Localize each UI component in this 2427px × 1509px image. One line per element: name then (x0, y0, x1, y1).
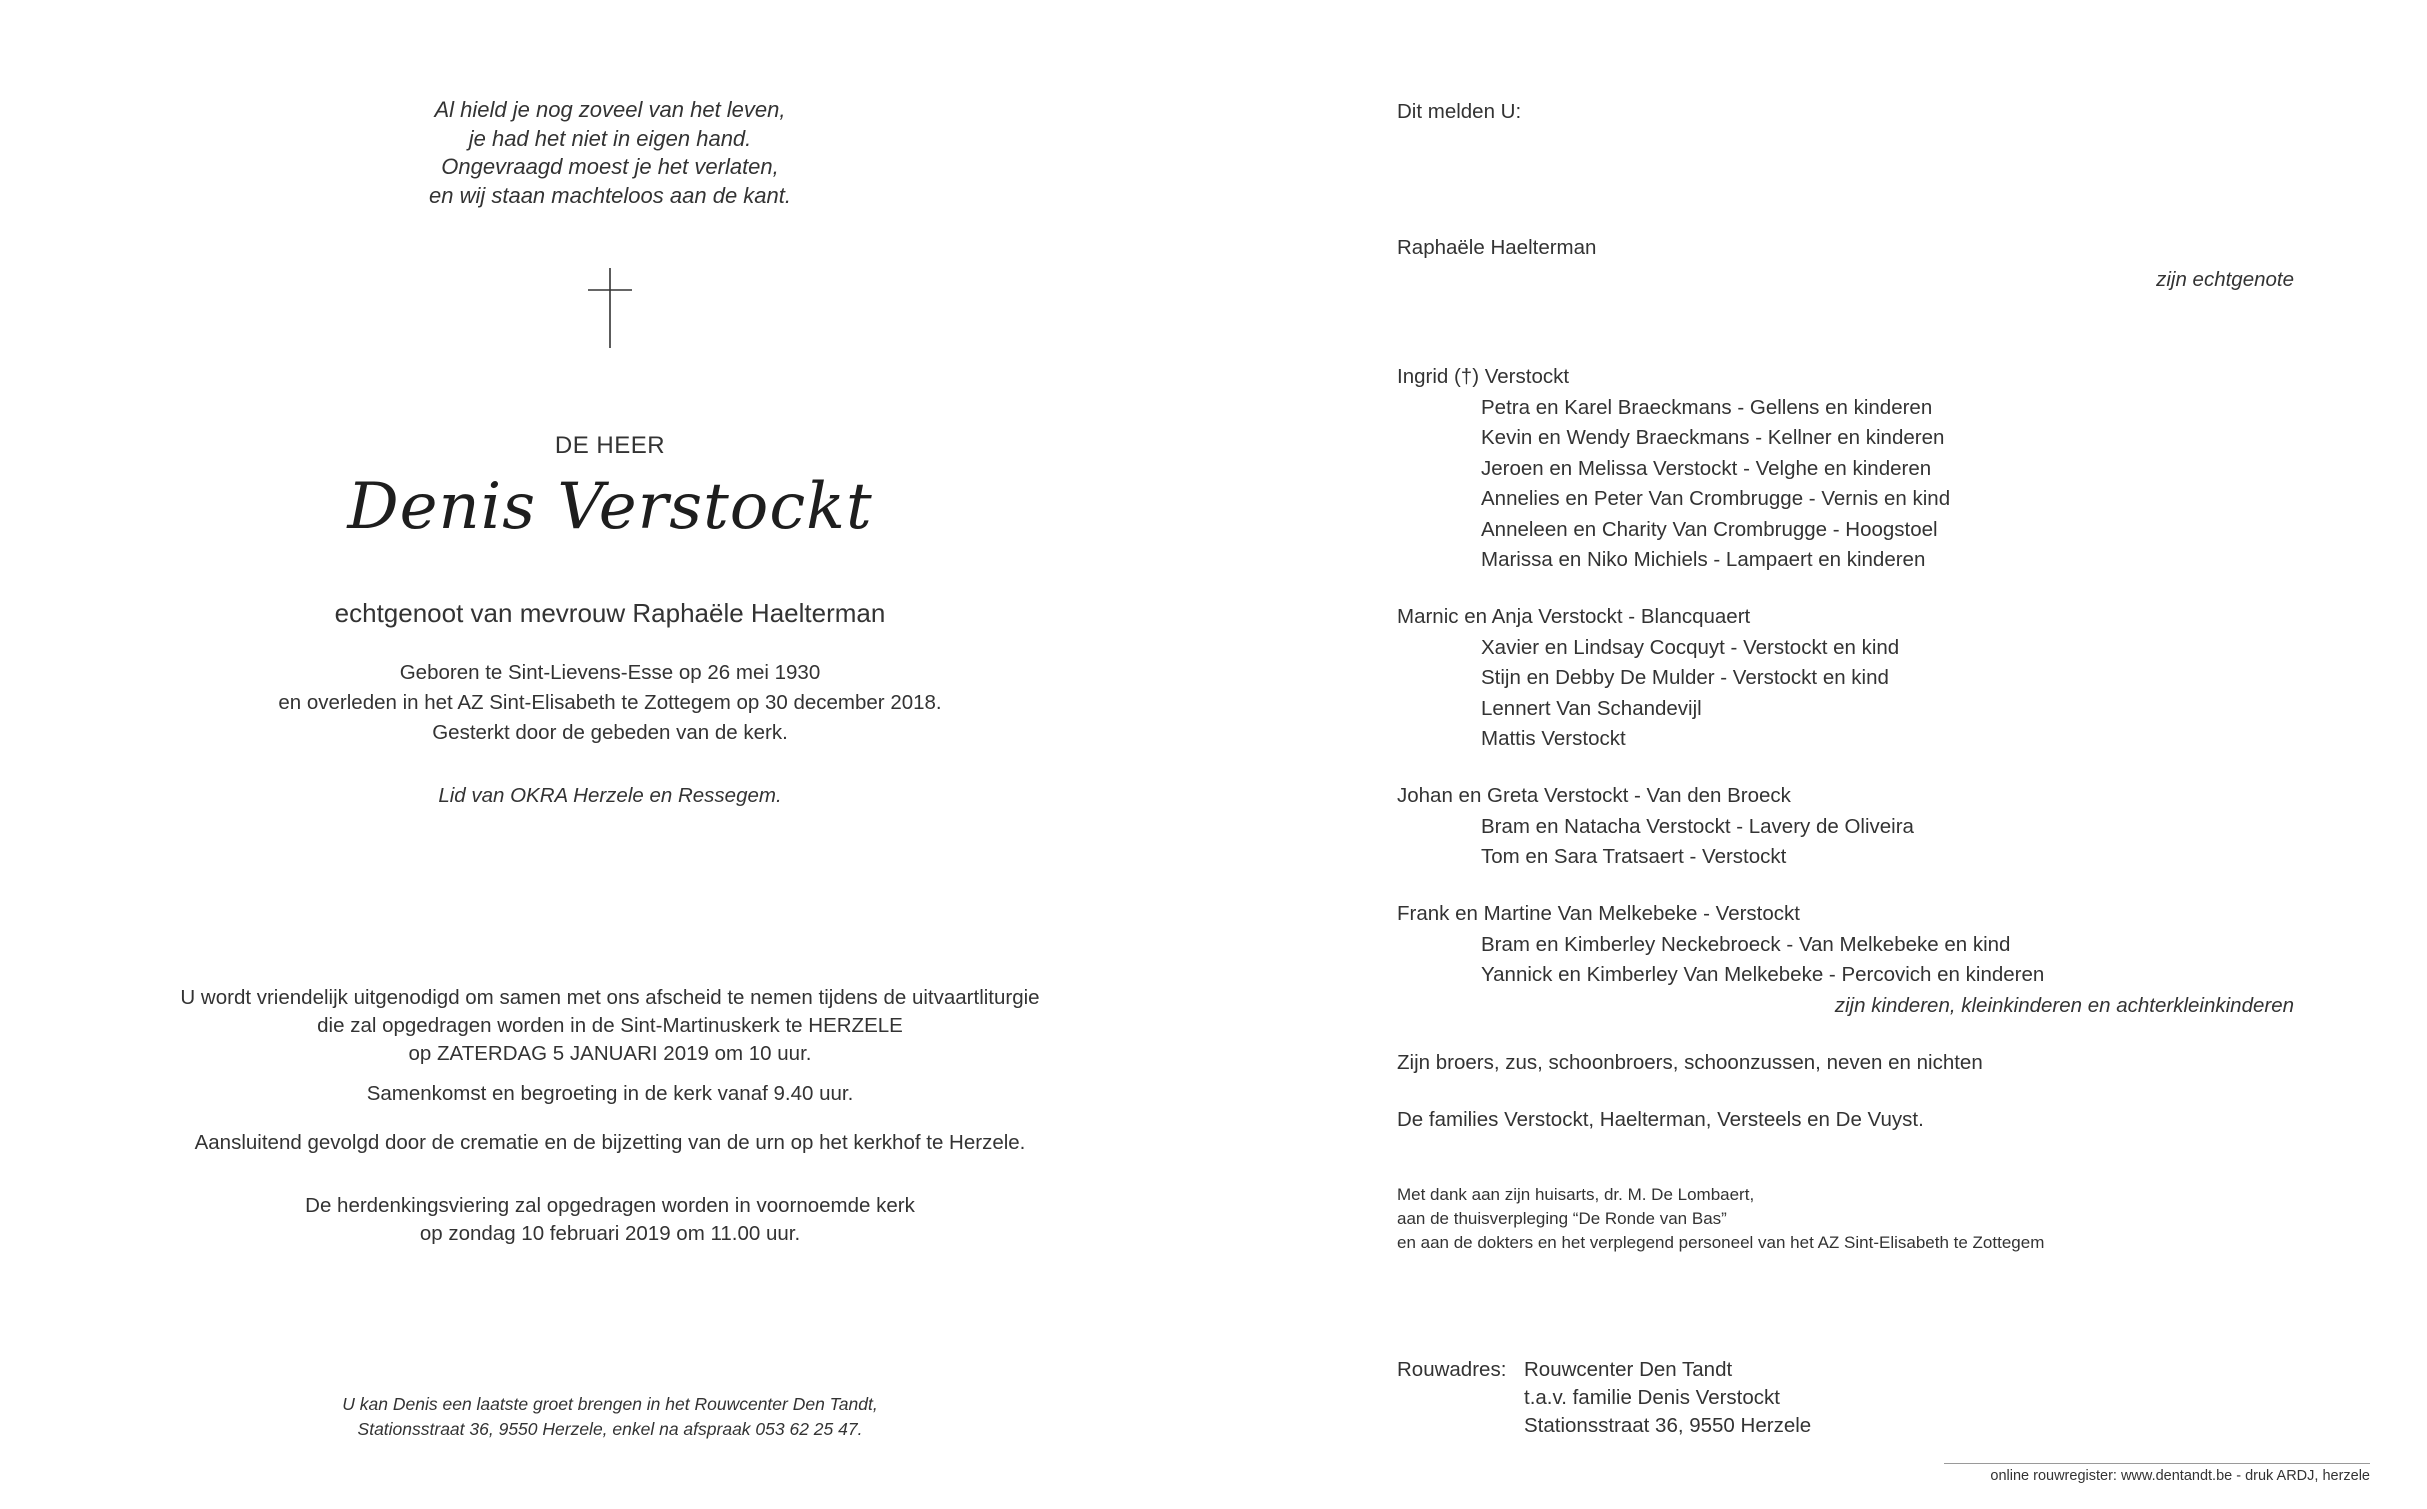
spouse-role: zijn echtgenote (2156, 268, 2294, 291)
children-role: zijn kinderen, kleinkinderen en achterkleinkinderen (1834, 994, 2294, 1017)
address-line: Stationsstraat 36, 9550 Herzele (1524, 1414, 1812, 1437)
family-member: Lennert Van Schandevijl (1481, 697, 1702, 720)
spouse-name: Raphaële Haelterman (1397, 236, 1597, 259)
cross-icon (588, 268, 632, 348)
poem-line: Al hield je nog zoveel van het leven, (434, 97, 786, 122)
invite-line: U wordt vriendelijk uitgenodigd om samen met ons afscheid te nemen tijdens de uitvaartliturgie (180, 986, 1040, 1009)
family-member: Xavier en Lindsay Cocquyt - Verstockt en kind (1481, 636, 1900, 659)
family-member: Yannick en Kimberley Van Melkebeke - Percovich en kinderen (1481, 963, 2045, 986)
visit-line: Stationsstraat 36, 9550 Herzele, enkel na afspraak 053 62 25 47. (357, 1419, 863, 1439)
membership-line: Lid van OKRA Herzele en Ressegem. (438, 784, 782, 807)
life-dates (0, 658, 1220, 748)
families-line: De families Verstockt, Haelterman, Versteels en De Vuyst. (1397, 1108, 1924, 1131)
memorial-line: op zondag 10 februari 2019 om 11.00 uur. (419, 1222, 801, 1245)
memorial-line: De herdenkingsviering zal opgedragen worden in voornoemde kerk (305, 1194, 915, 1217)
thanks-line: aan de thuisverpleging “De Ronde van Bas” (1397, 1209, 1727, 1228)
thanks-line: en aan de dokters en het verplegend personeel van het AZ Sint-Elisabeth te Zottegem (1397, 1233, 2045, 1252)
visit-line: U kan Denis een laatste groet brengen in het Rouwcenter Den Tandt, (342, 1394, 878, 1414)
family-member: Bram en Kimberley Neckebroeck - Van Melkebeke en kind (1481, 933, 2011, 956)
family-member: Bram en Natacha Verstockt - Lavery de Oliveira (1481, 815, 1914, 838)
poem-line: je had het niet in eigen hand. (468, 125, 752, 151)
footer-credit: online rouwregister: www.dentandt.be - druk ARDJ, herzele (1990, 1468, 2370, 1484)
family-member: Stijn en Debby De Mulder - Verstockt en kind (1481, 666, 1889, 689)
deceased-name: Denis Verstockt (347, 470, 873, 544)
family-head: Frank en Martine Van Melkebeke - Verstockt (1397, 902, 1800, 925)
footer-divider (1944, 1463, 2370, 1464)
family-member: Kevin en Wendy Braeckmans - Kellner en kinderen (1481, 426, 1945, 449)
announcement-intro: Dit melden U: (1397, 100, 1522, 123)
family-member: Tom en Sara Tratsaert - Verstockt (1481, 845, 1787, 868)
thanks-line: Met dank aan zijn huisarts, dr. M. De Lombaert, (1397, 1185, 1755, 1204)
sacraments-line: Gesterkt door de gebeden van de kerk. (432, 721, 788, 744)
memorial-service (0, 1192, 1220, 1248)
invite-line: op ZATERDAG 5 JANUARI 2019 om 10 uur. (408, 1042, 812, 1065)
deceased-title: DE HEER (554, 432, 666, 459)
poem-line: Ongevraagd moest je het verlaten, (441, 154, 779, 179)
birth-line: Geboren te Sint-Lievens-Esse op 26 mei 1930 (399, 661, 821, 684)
family-head: Johan en Greta Verstockt - Van den Broeck (1397, 784, 1791, 807)
family-member: Petra en Karel Braeckmans - Gellens en kinderen (1481, 396, 1933, 419)
family-head: Ingrid (†) Verstockt (1397, 365, 1570, 388)
family-member: Jeroen en Melissa Verstockt - Velghe en kinderen (1481, 457, 1932, 480)
siblings-line: Zijn broers, zus, schoonbroers, schoonzussen, neven en nichten (1397, 1051, 1983, 1074)
visit-note (0, 1392, 1220, 1442)
cremation-line: Aansluitend gevolgd door de crematie en de bijzetting van de urn op het kerkhof te Herzele. (194, 1131, 1026, 1154)
address-label: Rouwadres: (1397, 1358, 1507, 1381)
poem-line: en wij staan machteloos aan de kant. (428, 182, 791, 208)
address-line: Rouwcenter Den Tandt (1524, 1358, 1733, 1381)
invite-line: die zal opgedragen worden in de Sint-Martinuskerk te HERZELE (317, 1014, 903, 1037)
family-member: Anneleen en Charity Van Crombrugge - Hoogstoel (1481, 518, 1938, 541)
funeral-invitation (0, 984, 1220, 1068)
family-member: Mattis Verstockt (1481, 727, 1626, 750)
poem (0, 96, 1220, 210)
family-head: Marnic en Anja Verstockt - Blancquaert (1397, 605, 1751, 628)
address-line: t.a.v. familie Denis Verstockt (1524, 1386, 1780, 1409)
death-line: en overleden in het AZ Sint-Elisabeth te Zottegem op 30 december 2018. (278, 691, 942, 714)
gathering-line: Samenkomst en begroeting in de kerk vanaf 9.40 uur. (366, 1082, 854, 1105)
family-member: Marissa en Niko Michiels - Lampaert en kinderen (1481, 548, 1926, 571)
family-member: Annelies en Peter Van Crombrugge - Vernis en kind (1481, 487, 1951, 510)
spouse-line: echtgenoot van mevrouw Raphaële Haelterman (334, 598, 886, 628)
